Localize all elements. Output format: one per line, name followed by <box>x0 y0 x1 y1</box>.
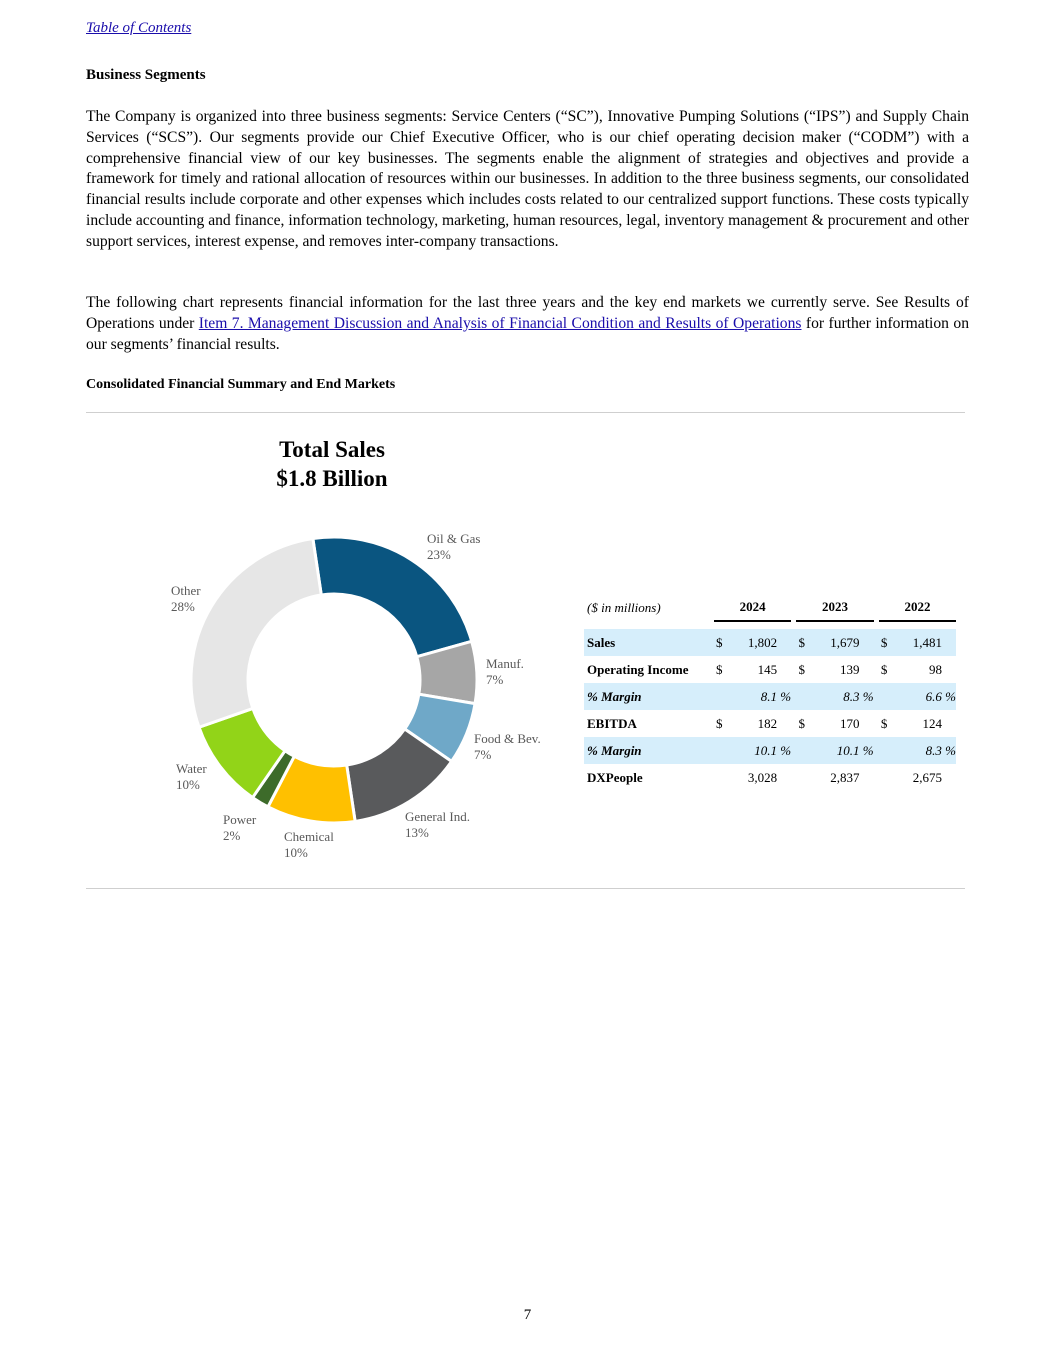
slice-percent-label: 28% <box>171 599 195 614</box>
donut-slice-other <box>191 539 321 728</box>
cell-value: 182 <box>757 715 778 731</box>
slice-percent-label: 2% <box>223 828 241 843</box>
cell-value: 1,802 <box>729 629 791 656</box>
item7-link[interactable]: Item 7. Management Discussion and Analysis of Financial Condition and Results of Operations <box>198 314 802 332</box>
chart-title-line1: Total Sales <box>279 437 385 462</box>
year-header: 2024 <box>714 594 791 621</box>
row-label: DXPeople <box>587 769 643 785</box>
table-row-sales <box>584 629 956 656</box>
slice-category-label: Water <box>176 761 207 776</box>
slice-category-label: Other <box>171 583 201 598</box>
slice-percent-label: 10% <box>176 777 200 792</box>
slice-category-label: Oil & Gas <box>427 531 481 546</box>
table-row-ebitda-margin <box>584 737 956 764</box>
table-of-contents-link[interactable]: Table of Contents <box>86 20 192 36</box>
table-row-operating-income <box>584 656 956 683</box>
chart-intro-paragraph: The following chart represents financial information for the last three years and the key end markets we currently serve. See Results of Operations under Item 7. Management Discussion and Analysis of Financial Condition and Results of Operations for further information on our segments’ financial results. <box>86 294 969 353</box>
cell-value: 8.1 % <box>714 683 791 710</box>
slice-category-label: Food & Bev. <box>474 731 541 746</box>
row-label: EBITDA <box>587 715 637 731</box>
slice-category-label: Power <box>223 812 257 827</box>
page-number: 7 <box>523 1307 532 1323</box>
table-caption: ($ in millions) <box>587 599 661 615</box>
bottom-divider <box>86 888 965 889</box>
slice-percent-label: 7% <box>486 672 504 687</box>
row-label: % Margin <box>584 737 709 764</box>
currency-symbol: $ <box>880 715 888 731</box>
currency-symbol: $ <box>879 629 894 656</box>
currency-symbol: $ <box>716 715 723 731</box>
currency-symbol: $ <box>880 661 888 677</box>
year-header: 2023 <box>796 594 873 621</box>
section-heading: Business Segments <box>86 67 206 83</box>
slice-percent-label: 13% <box>405 825 429 840</box>
row-label: Sales <box>584 629 709 656</box>
chart-title-line2: $1.8 Billion <box>276 466 388 491</box>
slice-category-label: General Ind. <box>405 809 470 824</box>
cell-value: 170 <box>840 715 860 731</box>
cell-value: 2,837 <box>830 769 860 785</box>
currency-symbol: $ <box>714 629 729 656</box>
currency-symbol: $ <box>798 661 805 677</box>
cell-value: 124 <box>922 715 942 731</box>
cell-value: 10.1 % <box>796 737 873 764</box>
row-label: Operating Income <box>587 661 689 677</box>
cell-value: 8.3 % <box>796 683 873 710</box>
currency-symbol: $ <box>798 715 805 731</box>
financial-summary-heading: Consolidated Financial Summary and End Markets <box>86 377 396 392</box>
year-header: 2022 <box>879 594 956 621</box>
cell-value: 139 <box>840 661 860 677</box>
financial-summary-table <box>584 594 956 791</box>
cell-value: 145 <box>757 661 778 677</box>
cell-value: 2,675 <box>912 769 942 785</box>
slice-category-label: Manuf. <box>486 656 524 671</box>
cell-value: 3,028 <box>747 769 778 785</box>
cell-value: 6.6 % <box>879 683 956 710</box>
currency-symbol: $ <box>796 629 811 656</box>
cell-value: 98 <box>929 661 942 677</box>
currency-symbol: $ <box>716 661 723 677</box>
slice-percent-label: 10% <box>284 845 308 860</box>
cell-value: 10.1 % <box>714 737 791 764</box>
cell-value: 1,481 <box>894 629 956 656</box>
slice-percent-label: 7% <box>474 747 492 762</box>
slice-percent-label: 23% <box>427 547 451 562</box>
end-markets-donut-chart <box>0 0 600 900</box>
table-row-ebitda <box>584 710 956 737</box>
cell-value: 1,679 <box>812 629 874 656</box>
cell-value: 8.3 % <box>879 737 956 764</box>
table-row-dxpeople <box>584 764 956 791</box>
table-header-row <box>584 594 956 621</box>
slice-category-label: Chemical <box>284 829 334 844</box>
row-label: % Margin <box>584 683 709 710</box>
segments-paragraph: The Company is organized into three business segments: Service Centers (“SC”), Innovative Pumping Solutions (“IPS”) and Supply Chain Services (“SCS”). Our segments provide our Chief Executive Officer, who is our chief operating decision maker (“CODM”) with a comprehensive financial view of our key businesses. The segments enable the alignment of strategies and objectives and provide a framework for timely and rational allocation of resources within our businesses. In addition to the three business segments, our consolidated financial results include corporate and other expenses which includes costs related to our centralized support functions. These costs typically include accounting and finance, information technology, marketing, human resources, legal, inventory management & procurement and other support services, interest expense, and removes inter-company transactions. <box>86 108 969 250</box>
table-row-margin <box>584 683 956 710</box>
